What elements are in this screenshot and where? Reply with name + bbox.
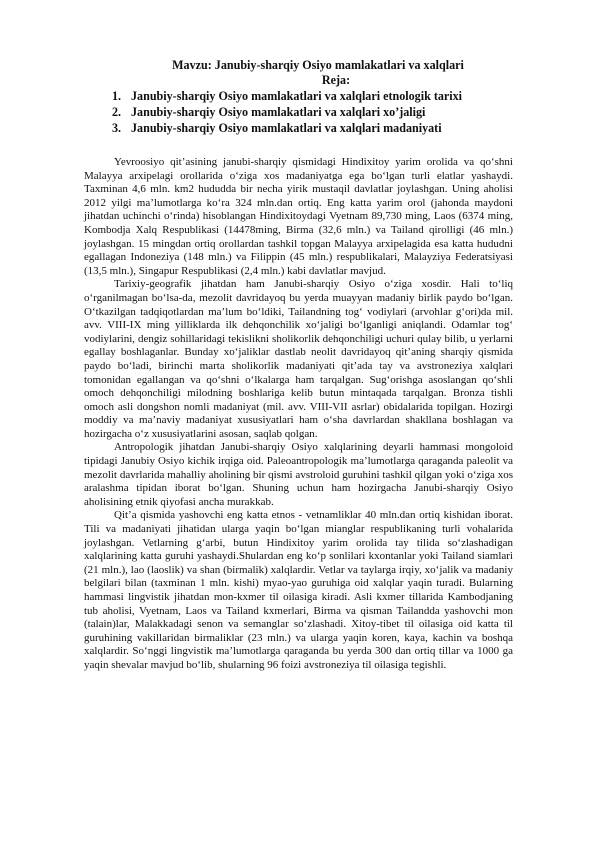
plan-list [112,88,462,136]
paragraph: Yevroosiyo qit’asining janubi-sharqiy qismidagi Hindixitoy yarim orolida va qo‘shni Malayya arxipelagi orollarida o‘ziga xos madaniyatga ega bo‘lgan turli elatlar yashaydi. Taxminan 4,6 mln. km2 hududda bir necha yirik mustaqil davlatlar joylashgan. Uning aholisi 2012 yilgi ma’lumotlarga ko‘ra 324 mln.dan ortiq. Eng katta yarim orol (jahonda maydoni jihatdan uchinchi o‘rinda) hisoblangan Hindixitoydagi Vyetnam 89,730 ming, Laos (6374 ming, Kombodja Xalq Respublikasi (14478ming, Birma (32,6 mln.) va Tailand qirolligi (46 mln.) joylashgan. 15 mingdan ortiq orollardan tashkil topgan Malayya arxipelagida esa katta hududni egallagan Indoneziya (148 mln.) va Filippin (45 mln.) respublikalari, Malayziya Federatsiyasi (13,5 mln.), Singapur Respublikasi (2,4 mln.) kabi davlatlar mavjud. [84,156,513,277]
plan-item [112,104,462,120]
document-title: Mavzu: Janubiy-sharqiy Osiyo mamlakatlari va xalqlari [172,58,464,72]
paragraph: Qit’a qismida yashovchi eng katta etnos - vetnamliklar 40 mln.dan ortiq kishidan iborat. Tili va madaniyati jihatidan ularga yaqin bo‘lgan mianglar respublikaning turli vohalarida joylashgan. Vetlarning g‘arbi, butun Hindixitoy yarim orolida tay tilida so‘zlashadigan xalqlarining katta guruhi yashaydi.Shulardan eng ko‘p sonlilari kxontanlar yoki Tailand siamlari (21 mln.), lao (laoslik) va shan (birmalik) xalqlardir. Vetlar va taylarga irqiy, xo‘jalik va madaniy belgilari bilan (taxminan 1 mln. kishi) myao-yao guruhiga oid xalqlar yaqin turadi. Bularning hammasi lingvistik jihatdan mon-kxmer til oilasiga kiradi. Asli kxmer tillarida Kambodjaning tub aholisi, Vyetnam, Laos va Tailand kxmerlari, Birma va qisman Tailandda yashovchi mon (talain)lar, Malakkadagi senon va semanglar so‘zlashadi. Xitoy-tibet til oilasiga oid katta til guruhining vakillaridan birmaliklar (23 mln.) va ularga yaqin koren, kaya, kachin va boshqa xalqlardir. So‘nggi lingvistik ma’lumotlarga qaraganda bu yerda 300 dan ortiq tillar va 1000 ga yaqin shevalar mavjud bo‘lib, shularning 96 foizi avstroneziya til oilasiga tegishli. [84,509,513,671]
paragraph: Antropologik jihatdan Janubi-sharqiy Osiyo xalqlarining deyarli hammasi mongoloid tipidagi Janubiy Osiyo kichik irqiga oid. Paleoantropologik ma’lumotlarga qaraganda paleolit va mezolit davrlarida mahalliy aholining bir qismi avstroloid guruhini tashkil qilgan yoki o‘ziga xos aralashma tipidan iborat bo‘lgan. Shuning uchun ham hozirgacha Janubi-sharqiy Osiyo aholisining etnik qiyofasi ancha murakkab. [84,441,513,508]
plan-heading: Reja: [321,73,351,87]
plan-item-text: Janubiy-sharqiy Osiyo mamlakatlari va xalqlari xo’jaligi [131,105,426,119]
plan-item-text: Janubiy-sharqiy Osiyo mamlakatlari va xalqlari etnologik tarixi [131,89,463,103]
plan-item [112,88,462,104]
plan-item-text: Janubiy-sharqiy Osiyo mamlakatlari va xalqlari madaniyati [131,121,442,135]
paragraph: Tarixiy-geografik jihatdan ham Janubi-sharqiy Osiyo o‘ziga xosdir. Hali to‘liq o‘rganilmagan bo‘lsa-da, mezolit davridayoq bu yerda muayyan madaniy birlik paydo bo‘lgan. O‘tkazilgan tadqiqotlardan ma’lum bo‘ldiki, Tailandning tog‘ vodiylari (arvohlar g‘ori)da mil. avv. VIII-IX ming yilliklarda ilk dehqonchilik xo‘jaligi bo‘lganligi aniqlandi. Odamlar tog‘ vodiylarini, dengiz sohillaridagi tekislikni sholikorlik dehqonchiligi uchuri qulay bilib, u yerlarni egallay boshlaganlar. Bunday xo‘jaliklar dastlab neolit davridayoq qit’aning sharqiy qismida paydo bo‘ladi, birinchi marta sholikorlik madaniyati qit’ada tay va avstroneziya xalqlari tomonidan egallangan va qo‘shni o‘lkalarga ham tarqalgan. Sug‘orishga asoslangan qo‘shli omoch dehqonchiligi milodning boshlariga kelib butun mintaqada tarqalgan. Bronza tishli omoch asli dongshon nomli madaniyat (mil. avv. VIII-VII asrlar) obidalarida topilgan. Hozirgi moddiy va ma’naviy madaniyat xususiyatlari ham o‘sha davrlardan shakllana boshlagan va hozirgacha o‘z xususiyatlarini asosan, saqlab qolgan. [84,278,513,440]
plan-item [112,120,462,136]
document-body [84,156,513,673]
plan-item-number: 3. [112,121,122,135]
plan-item-number: 1. [112,89,122,103]
plan-item-number: 2. [112,105,122,119]
